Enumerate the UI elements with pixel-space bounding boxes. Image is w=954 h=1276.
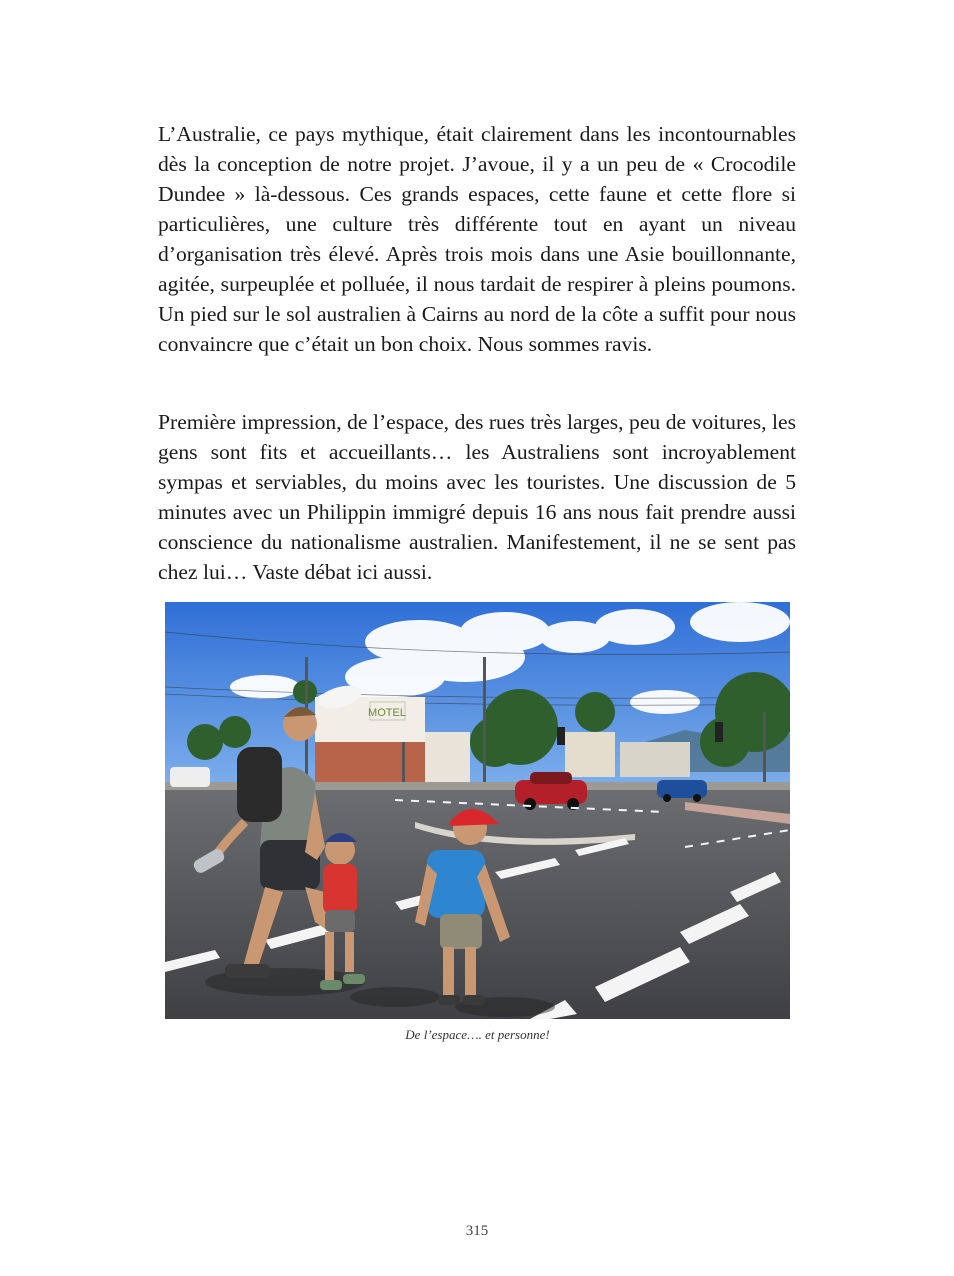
page-number: 315 — [465, 1223, 489, 1239]
paragraph-first-impression: Première impression, de l’espace, des rues très larges, peu de voitures, les gens sont fits et accueillants… les Australiens sont incroyablement sympas et serviables, du moins avec les touristes. Une discussion de 5 minutes avec un Philippin immigré depuis 16 ans nous fait prendre aussi conscience du nationalisme australien. Manifestement, il ne se sent pas chez lui… Vaste débat ici aussi. — [158, 410, 796, 584]
photo-caption: De l’espace…. et personne! — [405, 1027, 550, 1042]
paragraph-australia-intro: L’Australie, ce pays mythique, était clairement dans les incontournables dès la conception de notre projet. J’avoue, il y a un peu de « Crocodile Dundee » là-dessous. Ces grands espaces, cette faune et cette flore si particulières, une culture très différente tout en ayant un niveau d’organisation très élevé. Après trois mois dans une Asie bouillonnante, agitée, surpeuplée et polluée, il nous tardait de respirer à pleins poumons. Un pied sur le sol australien à Cairns au nord de la côte a suffit pour nous convaincre que c’était un bon choix. Nous sommes ravis. — [158, 122, 796, 356]
street-photo — [165, 602, 790, 1019]
motel-sign: MOTEL — [368, 707, 406, 719]
